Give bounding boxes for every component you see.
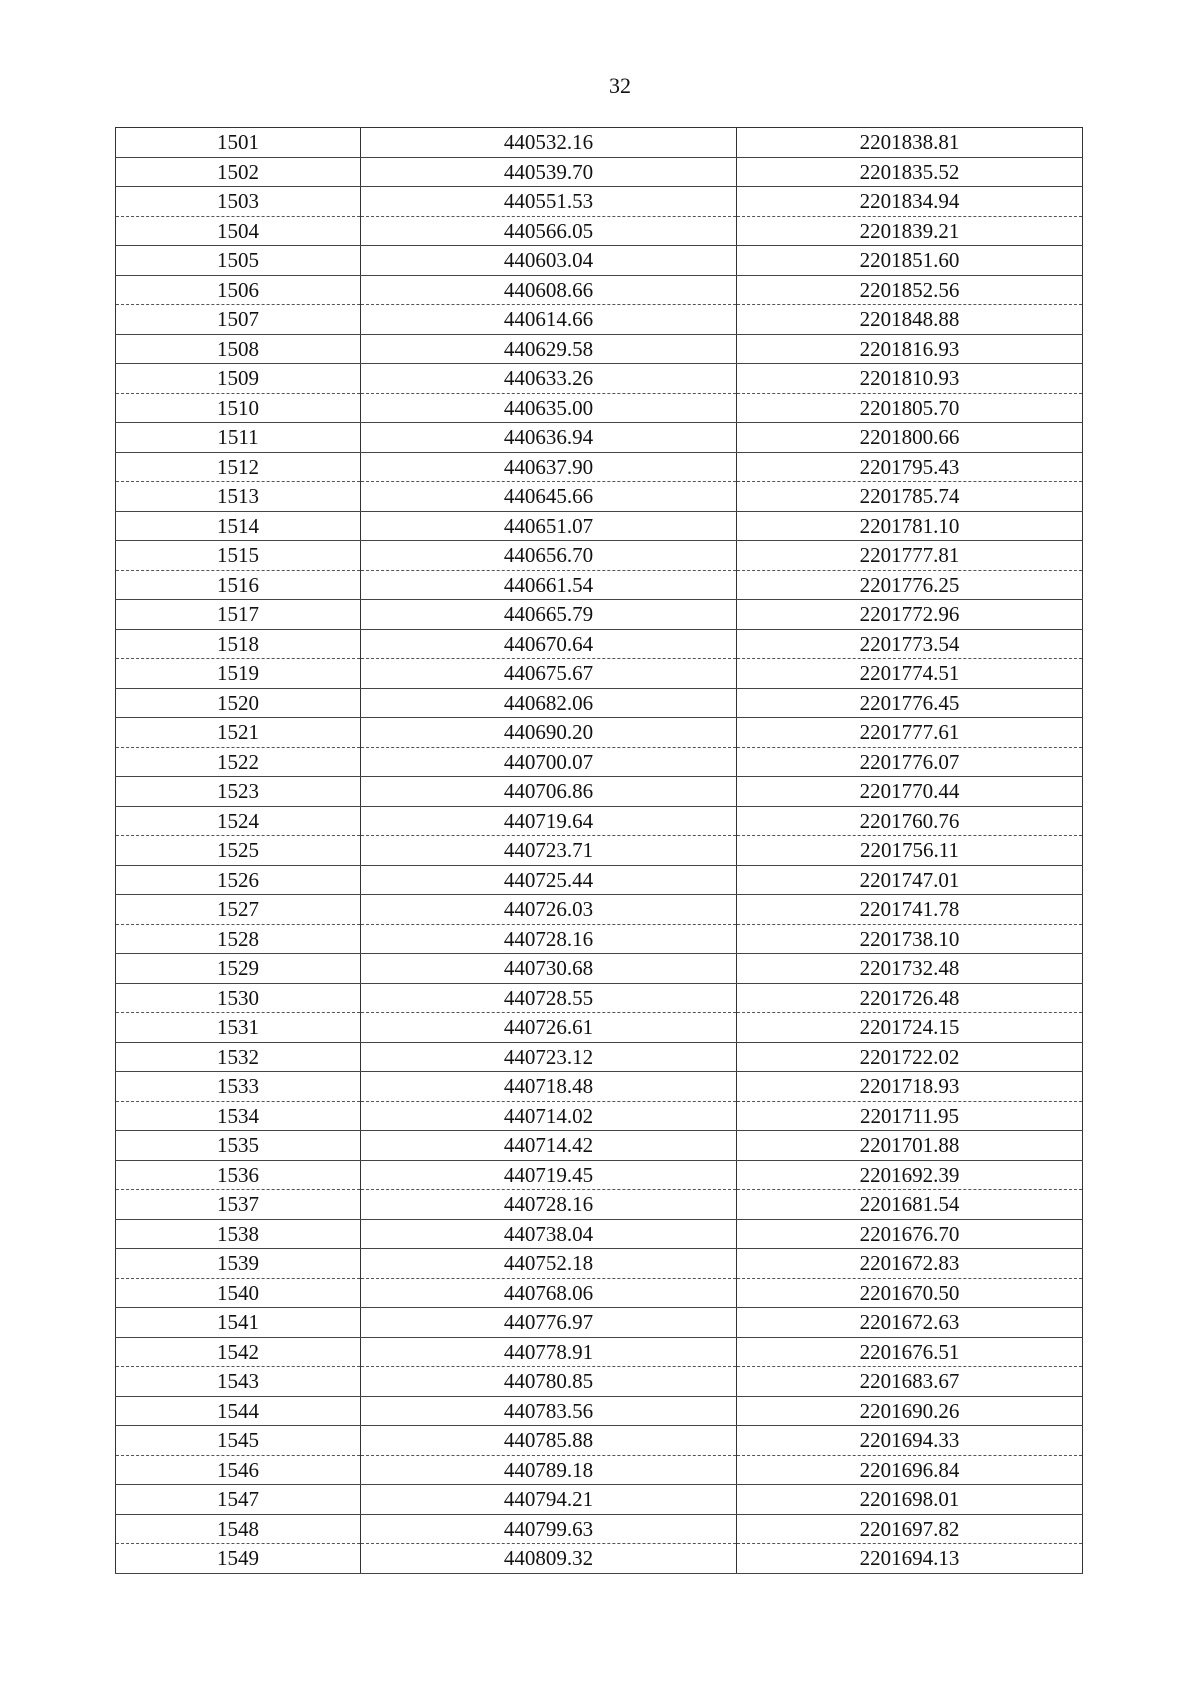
table-row [116, 954, 1083, 984]
x-coordinate-cell: 440728.16 [361, 1190, 737, 1220]
x-coordinate-cell: 440635.00 [361, 393, 737, 423]
point-number-cell: 1531 [116, 1013, 361, 1043]
x-coordinate-cell: 440780.85 [361, 1367, 737, 1397]
point-number-cell: 1535 [116, 1131, 361, 1161]
table-row [116, 157, 1083, 187]
x-coordinate-cell: 440719.45 [361, 1160, 737, 1190]
y-coordinate-cell: 2201718.93 [737, 1072, 1083, 1102]
x-coordinate-cell: 440728.55 [361, 983, 737, 1013]
x-coordinate-cell: 440723.71 [361, 836, 737, 866]
point-number-cell: 1511 [116, 423, 361, 453]
x-coordinate-cell: 440778.91 [361, 1337, 737, 1367]
point-number-cell: 1538 [116, 1219, 361, 1249]
x-coordinate-cell: 440656.70 [361, 541, 737, 571]
x-coordinate-cell: 440645.66 [361, 482, 737, 512]
point-number-cell: 1546 [116, 1455, 361, 1485]
x-coordinate-cell: 440706.86 [361, 777, 737, 807]
point-number-cell: 1513 [116, 482, 361, 512]
y-coordinate-cell: 2201777.61 [737, 718, 1083, 748]
y-coordinate-cell: 2201741.78 [737, 895, 1083, 925]
table-row [116, 452, 1083, 482]
table-row [116, 570, 1083, 600]
y-coordinate-cell: 2201722.02 [737, 1042, 1083, 1072]
point-number-cell: 1514 [116, 511, 361, 541]
point-number-cell: 1512 [116, 452, 361, 482]
table-row [116, 1278, 1083, 1308]
y-coordinate-cell: 2201724.15 [737, 1013, 1083, 1043]
y-coordinate-cell: 2201852.56 [737, 275, 1083, 305]
y-coordinate-cell: 2201835.52 [737, 157, 1083, 187]
y-coordinate-cell: 2201676.51 [737, 1337, 1083, 1367]
y-coordinate-cell: 2201732.48 [737, 954, 1083, 984]
y-coordinate-cell: 2201805.70 [737, 393, 1083, 423]
y-coordinate-cell: 2201711.95 [737, 1101, 1083, 1131]
point-number-cell: 1545 [116, 1426, 361, 1456]
table-row [116, 1249, 1083, 1279]
point-number-cell: 1528 [116, 924, 361, 954]
x-coordinate-cell: 440633.26 [361, 364, 737, 394]
y-coordinate-cell: 2201697.82 [737, 1514, 1083, 1544]
point-number-cell: 1518 [116, 629, 361, 659]
x-coordinate-cell: 440723.12 [361, 1042, 737, 1072]
x-coordinate-cell: 440651.07 [361, 511, 737, 541]
table-row [116, 1426, 1083, 1456]
point-number-cell: 1504 [116, 216, 361, 246]
point-number-cell: 1505 [116, 246, 361, 276]
table-row [116, 1219, 1083, 1249]
point-number-cell: 1537 [116, 1190, 361, 1220]
y-coordinate-cell: 2201770.44 [737, 777, 1083, 807]
table-row [116, 718, 1083, 748]
coordinates-table [115, 127, 1083, 1574]
x-coordinate-cell: 440532.16 [361, 128, 737, 158]
x-coordinate-cell: 440539.70 [361, 157, 737, 187]
y-coordinate-cell: 2201773.54 [737, 629, 1083, 659]
x-coordinate-cell: 440752.18 [361, 1249, 737, 1279]
point-number-cell: 1510 [116, 393, 361, 423]
point-number-cell: 1525 [116, 836, 361, 866]
point-number-cell: 1526 [116, 865, 361, 895]
y-coordinate-cell: 2201774.51 [737, 659, 1083, 689]
table-row [116, 895, 1083, 925]
y-coordinate-cell: 2201816.93 [737, 334, 1083, 364]
table-row [116, 1072, 1083, 1102]
point-number-cell: 1501 [116, 128, 361, 158]
table-row [116, 246, 1083, 276]
table-row [116, 1485, 1083, 1515]
table-row [116, 747, 1083, 777]
x-coordinate-cell: 440783.56 [361, 1396, 737, 1426]
y-coordinate-cell: 2201851.60 [737, 246, 1083, 276]
point-number-cell: 1519 [116, 659, 361, 689]
table-row [116, 629, 1083, 659]
x-coordinate-cell: 440682.06 [361, 688, 737, 718]
point-number-cell: 1516 [116, 570, 361, 600]
x-coordinate-cell: 440794.21 [361, 1485, 737, 1515]
table-row [116, 1514, 1083, 1544]
table-row [116, 1455, 1083, 1485]
table-row [116, 1396, 1083, 1426]
x-coordinate-cell: 440614.66 [361, 305, 737, 335]
x-coordinate-cell: 440608.66 [361, 275, 737, 305]
table-row [116, 1544, 1083, 1574]
table-row [116, 1337, 1083, 1367]
point-number-cell: 1529 [116, 954, 361, 984]
point-number-cell: 1542 [116, 1337, 361, 1367]
table-row [116, 983, 1083, 1013]
y-coordinate-cell: 2201696.84 [737, 1455, 1083, 1485]
page-number: 32 [609, 73, 631, 98]
x-coordinate-cell: 440726.03 [361, 895, 737, 925]
table-row [116, 865, 1083, 895]
point-number-cell: 1532 [116, 1042, 361, 1072]
x-coordinate-cell: 440670.64 [361, 629, 737, 659]
table-row [116, 1367, 1083, 1397]
table-row [116, 600, 1083, 630]
x-coordinate-cell: 440675.67 [361, 659, 737, 689]
y-coordinate-cell: 2201760.76 [737, 806, 1083, 836]
table-row [116, 777, 1083, 807]
y-coordinate-cell: 2201692.39 [737, 1160, 1083, 1190]
point-number-cell: 1536 [116, 1160, 361, 1190]
y-coordinate-cell: 2201690.26 [737, 1396, 1083, 1426]
x-coordinate-cell: 440637.90 [361, 452, 737, 482]
x-coordinate-cell: 440725.44 [361, 865, 737, 895]
point-number-cell: 1520 [116, 688, 361, 718]
table-row [116, 836, 1083, 866]
y-coordinate-cell: 2201810.93 [737, 364, 1083, 394]
point-number-cell: 1533 [116, 1072, 361, 1102]
y-coordinate-cell: 2201747.01 [737, 865, 1083, 895]
point-number-cell: 1534 [116, 1101, 361, 1131]
x-coordinate-cell: 440730.68 [361, 954, 737, 984]
table-row [116, 334, 1083, 364]
point-number-cell: 1522 [116, 747, 361, 777]
table-row [116, 275, 1083, 305]
x-coordinate-cell: 440768.06 [361, 1278, 737, 1308]
y-coordinate-cell: 2201776.07 [737, 747, 1083, 777]
table-row [116, 1131, 1083, 1161]
y-coordinate-cell: 2201672.63 [737, 1308, 1083, 1338]
table-row [116, 482, 1083, 512]
table-row [116, 128, 1083, 158]
point-number-cell: 1502 [116, 157, 361, 187]
point-number-cell: 1521 [116, 718, 361, 748]
y-coordinate-cell: 2201756.11 [737, 836, 1083, 866]
x-coordinate-cell: 440809.32 [361, 1544, 737, 1574]
table-row [116, 688, 1083, 718]
y-coordinate-cell: 2201672.83 [737, 1249, 1083, 1279]
table-row [116, 423, 1083, 453]
table-row [116, 806, 1083, 836]
y-coordinate-cell: 2201781.10 [737, 511, 1083, 541]
table-row [116, 364, 1083, 394]
y-coordinate-cell: 2201701.88 [737, 1131, 1083, 1161]
point-number-cell: 1517 [116, 600, 361, 630]
x-coordinate-cell: 440726.61 [361, 1013, 737, 1043]
x-coordinate-cell: 440714.42 [361, 1131, 737, 1161]
y-coordinate-cell: 2201838.81 [737, 128, 1083, 158]
point-number-cell: 1509 [116, 364, 361, 394]
y-coordinate-cell: 2201681.54 [737, 1190, 1083, 1220]
x-coordinate-cell: 440738.04 [361, 1219, 737, 1249]
point-number-cell: 1549 [116, 1544, 361, 1574]
y-coordinate-cell: 2201848.88 [737, 305, 1083, 335]
x-coordinate-cell: 440776.97 [361, 1308, 737, 1338]
point-number-cell: 1530 [116, 983, 361, 1013]
x-coordinate-cell: 440719.64 [361, 806, 737, 836]
y-coordinate-cell: 2201785.74 [737, 482, 1083, 512]
point-number-cell: 1544 [116, 1396, 361, 1426]
y-coordinate-cell: 2201839.21 [737, 216, 1083, 246]
x-coordinate-cell: 440566.05 [361, 216, 737, 246]
x-coordinate-cell: 440728.16 [361, 924, 737, 954]
y-coordinate-cell: 2201776.25 [737, 570, 1083, 600]
x-coordinate-cell: 440690.20 [361, 718, 737, 748]
point-number-cell: 1508 [116, 334, 361, 364]
x-coordinate-cell: 440718.48 [361, 1072, 737, 1102]
x-coordinate-cell: 440700.07 [361, 747, 737, 777]
x-coordinate-cell: 440789.18 [361, 1455, 737, 1485]
y-coordinate-cell: 2201800.66 [737, 423, 1083, 453]
table-row [116, 1013, 1083, 1043]
point-number-cell: 1541 [116, 1308, 361, 1338]
x-coordinate-cell: 440661.54 [361, 570, 737, 600]
point-number-cell: 1515 [116, 541, 361, 571]
x-coordinate-cell: 440799.63 [361, 1514, 737, 1544]
table-row [116, 1190, 1083, 1220]
point-number-cell: 1527 [116, 895, 361, 925]
x-coordinate-cell: 440603.04 [361, 246, 737, 276]
table-row [116, 1101, 1083, 1131]
table-row [116, 1042, 1083, 1072]
table-row [116, 659, 1083, 689]
y-coordinate-cell: 2201726.48 [737, 983, 1083, 1013]
point-number-cell: 1543 [116, 1367, 361, 1397]
x-coordinate-cell: 440714.02 [361, 1101, 737, 1131]
table-row [116, 1308, 1083, 1338]
x-coordinate-cell: 440551.53 [361, 187, 737, 217]
y-coordinate-cell: 2201670.50 [737, 1278, 1083, 1308]
y-coordinate-cell: 2201694.13 [737, 1544, 1083, 1574]
y-coordinate-cell: 2201776.45 [737, 688, 1083, 718]
point-number-cell: 1523 [116, 777, 361, 807]
x-coordinate-cell: 440665.79 [361, 600, 737, 630]
point-number-cell: 1503 [116, 187, 361, 217]
y-coordinate-cell: 2201795.43 [737, 452, 1083, 482]
point-number-cell: 1548 [116, 1514, 361, 1544]
table-row [116, 541, 1083, 571]
x-coordinate-cell: 440785.88 [361, 1426, 737, 1456]
y-coordinate-cell: 2201676.70 [737, 1219, 1083, 1249]
point-number-cell: 1524 [116, 806, 361, 836]
y-coordinate-cell: 2201777.81 [737, 541, 1083, 571]
y-coordinate-cell: 2201694.33 [737, 1426, 1083, 1456]
table-row [116, 1160, 1083, 1190]
table-row [116, 924, 1083, 954]
point-number-cell: 1507 [116, 305, 361, 335]
y-coordinate-cell: 2201772.96 [737, 600, 1083, 630]
table-row [116, 511, 1083, 541]
point-number-cell: 1540 [116, 1278, 361, 1308]
y-coordinate-cell: 2201698.01 [737, 1485, 1083, 1515]
table-row [116, 305, 1083, 335]
point-number-cell: 1539 [116, 1249, 361, 1279]
y-coordinate-cell: 2201834.94 [737, 187, 1083, 217]
table-row [116, 393, 1083, 423]
table-row [116, 216, 1083, 246]
y-coordinate-cell: 2201683.67 [737, 1367, 1083, 1397]
point-number-cell: 1547 [116, 1485, 361, 1515]
point-number-cell: 1506 [116, 275, 361, 305]
x-coordinate-cell: 440636.94 [361, 423, 737, 453]
x-coordinate-cell: 440629.58 [361, 334, 737, 364]
table-row [116, 187, 1083, 217]
coordinates-table-body [116, 128, 1083, 1574]
y-coordinate-cell: 2201738.10 [737, 924, 1083, 954]
